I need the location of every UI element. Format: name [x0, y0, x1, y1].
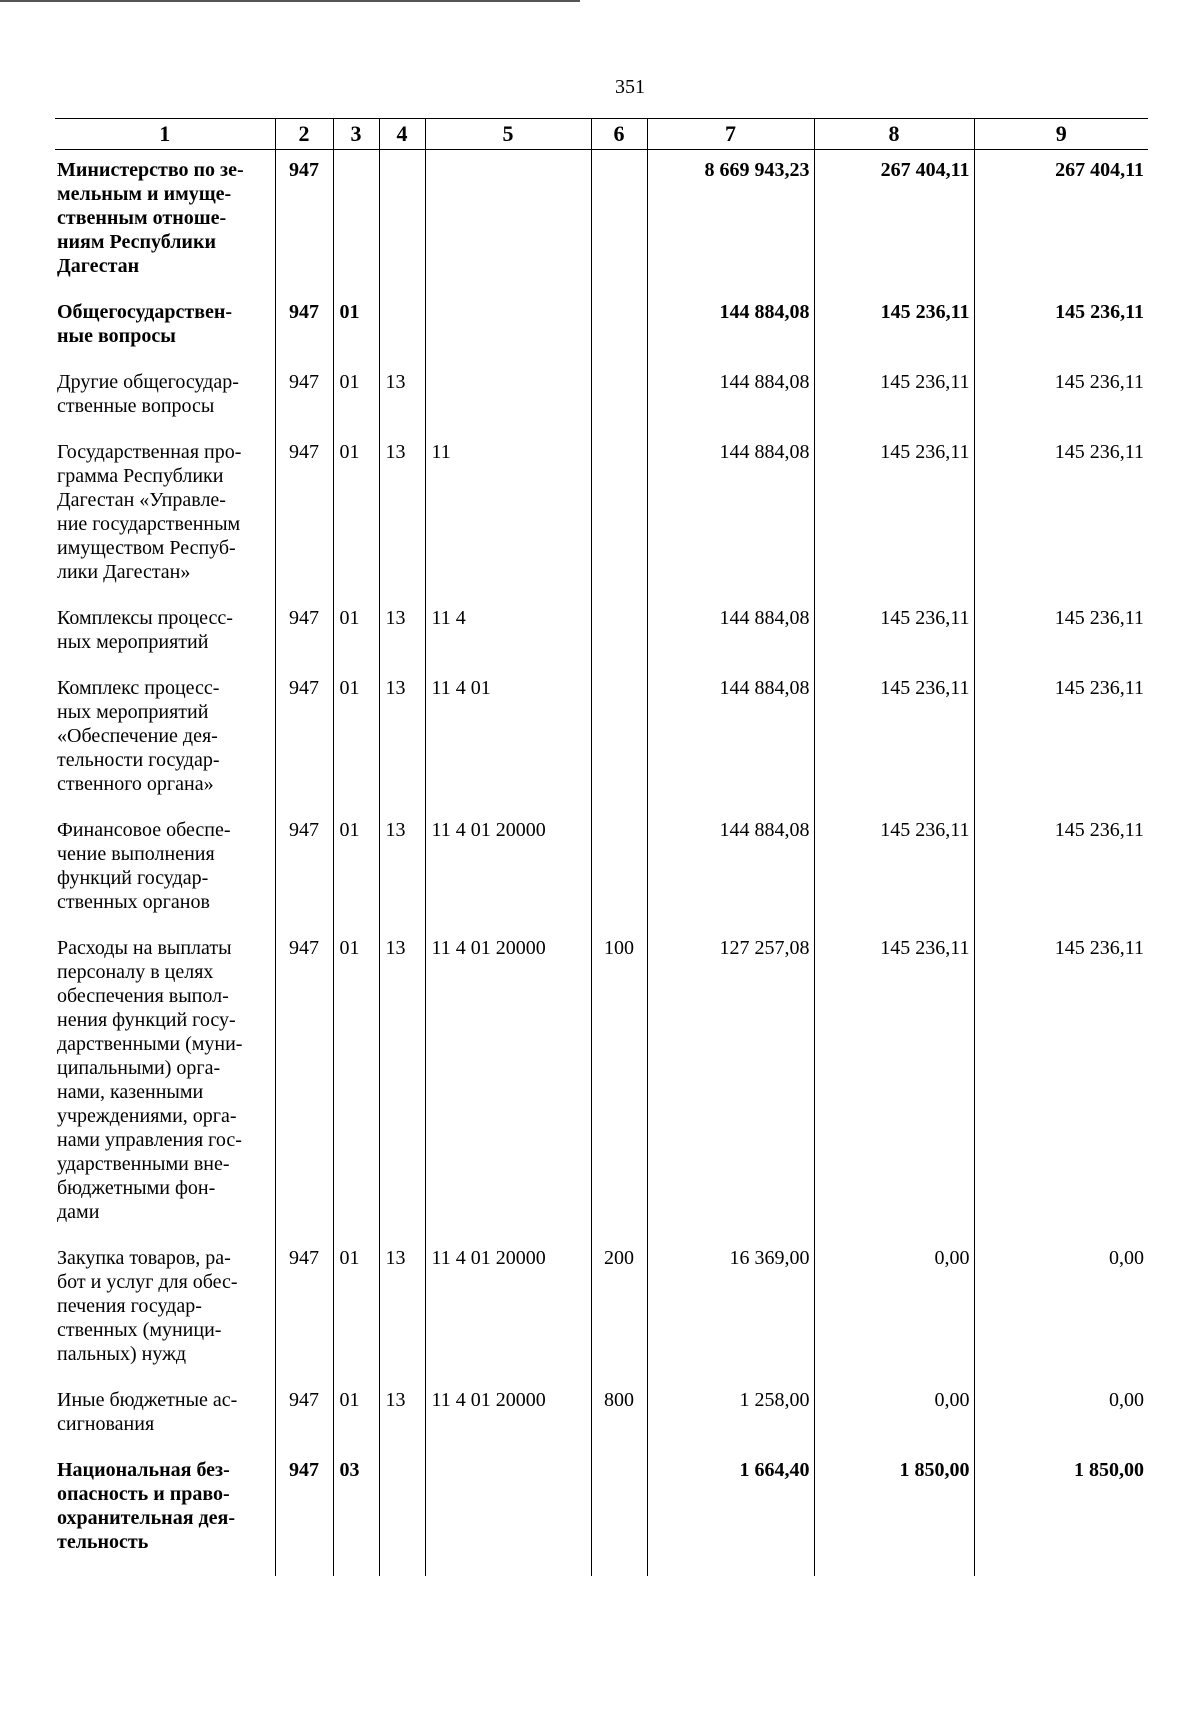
table-row [55, 928, 1148, 1238]
cell-expense-type [591, 810, 647, 928]
cell-amount-col9: 145 236,11 [974, 292, 1148, 362]
cell-target-article: 11 [425, 432, 591, 598]
cell-amount-col8: 145 236,11 [814, 598, 974, 668]
cell-amount-col7: 8 669 943,23 [647, 150, 814, 293]
cell-section: 01 [333, 1380, 379, 1450]
item-name-line: лики Дагестан» [57, 561, 191, 583]
cell-item-name [55, 432, 275, 598]
cell-amount-col9: 145 236,11 [974, 432, 1148, 598]
table-row [55, 1380, 1148, 1450]
cell-section [333, 150, 379, 293]
item-name-line: Министерство по зе- [57, 159, 244, 181]
cell-subsection: 13 [379, 362, 425, 432]
cell-target-article: 11 4 01 20000 [425, 1380, 591, 1450]
table-header [55, 119, 1148, 150]
item-name-line: ственных органов [57, 891, 210, 913]
cell-item-name [55, 928, 275, 1238]
item-name-line: грамма Республики [57, 465, 224, 487]
cell-item-name [55, 598, 275, 668]
cell-amount-col8: 145 236,11 [814, 362, 974, 432]
table-row [55, 362, 1148, 432]
cell-amount-col8: 145 236,11 [814, 810, 974, 928]
item-name-line: Финансовое обеспе- [57, 819, 231, 841]
cell-amount-col9: 145 236,11 [974, 598, 1148, 668]
cell-section: 01 [333, 810, 379, 928]
cell-expense-type [591, 150, 647, 293]
cell-amount-col7: 144 884,08 [647, 668, 814, 810]
cell-target-article: 11 4 [425, 598, 591, 668]
cell-section: 01 [333, 362, 379, 432]
item-name-line: Национальная без- [57, 1459, 230, 1481]
cell-expense-type: 200 [591, 1238, 647, 1380]
cell-item-name [55, 1380, 275, 1450]
cell-ministry-code: 947 [275, 150, 333, 293]
item-name-line: ципальными) орга- [57, 1057, 221, 1079]
cell-amount-col7: 144 884,08 [647, 292, 814, 362]
cell-amount-col7: 144 884,08 [647, 432, 814, 598]
cell-item-name [55, 668, 275, 810]
cell-amount-col9: 145 236,11 [974, 928, 1148, 1238]
cell-amount-col8: 1 850,00 [814, 1450, 974, 1576]
item-name-line: охранительная дея- [57, 1507, 235, 1529]
item-name-line: «Обеспечение дея- [57, 725, 218, 747]
cell-section: 01 [333, 1238, 379, 1380]
cell-amount-col7: 1 664,40 [647, 1450, 814, 1576]
cell-subsection: 13 [379, 928, 425, 1238]
cell-expense-type: 100 [591, 928, 647, 1238]
item-name-line: ственным отноше- [57, 207, 227, 229]
cell-amount-col9: 145 236,11 [974, 810, 1148, 928]
item-name-line: Комплекс процесс- [57, 677, 220, 699]
cell-amount-col9: 267 404,11 [974, 150, 1148, 293]
budget-table-container [55, 118, 1148, 1553]
cell-subsection [379, 1450, 425, 1576]
cell-amount-col7: 127 257,08 [647, 928, 814, 1238]
table-row [55, 432, 1148, 598]
cell-amount-col9: 0,00 [974, 1380, 1148, 1450]
cell-ministry-code: 947 [275, 668, 333, 810]
item-name-line: тельности государ- [57, 749, 220, 771]
cell-amount-col8: 145 236,11 [814, 928, 974, 1238]
table-row [55, 810, 1148, 928]
item-name-line: Государственная про- [57, 441, 242, 463]
cell-amount-col8: 267 404,11 [814, 150, 974, 293]
cell-section: 01 [333, 432, 379, 598]
column-header-1: 1 [55, 119, 275, 150]
cell-target-article: 11 4 01 [425, 668, 591, 810]
cell-target-article: 11 4 01 20000 [425, 810, 591, 928]
cell-amount-col8: 145 236,11 [814, 432, 974, 598]
item-name-line: мельным и имуще- [57, 183, 232, 205]
column-header-2: 2 [275, 119, 333, 150]
cell-subsection: 13 [379, 1380, 425, 1450]
column-header-4: 4 [379, 119, 425, 150]
column-header-3: 3 [333, 119, 379, 150]
cell-target-article [425, 1450, 591, 1576]
table-row [55, 150, 1148, 293]
item-name-line: печения государ- [57, 1295, 202, 1317]
cell-amount-col9: 1 850,00 [974, 1450, 1148, 1576]
cell-section: 01 [333, 668, 379, 810]
item-name-line: ственного органа» [57, 773, 214, 795]
cell-subsection: 13 [379, 598, 425, 668]
header-row [55, 119, 1148, 150]
table-body [55, 150, 1148, 1577]
budget-table [55, 118, 1148, 1576]
cell-ministry-code: 947 [275, 1238, 333, 1380]
cell-item-name [55, 810, 275, 928]
cell-ministry-code: 947 [275, 1380, 333, 1450]
cell-target-article [425, 362, 591, 432]
cell-ministry-code: 947 [275, 1450, 333, 1576]
item-name-line: бюджетными фон- [57, 1177, 216, 1199]
item-name-line: ственные вопросы [57, 395, 215, 417]
item-name-line: сигнования [57, 1413, 155, 1435]
item-name-line: нами, казенными [57, 1081, 204, 1103]
page-number: 351 [615, 76, 645, 98]
cell-expense-type [591, 1450, 647, 1576]
cell-target-article [425, 150, 591, 293]
cell-amount-col8: 145 236,11 [814, 292, 974, 362]
item-name-line: ние государственным [57, 513, 241, 535]
item-name-line: Дагестан [57, 255, 140, 277]
cell-amount-col9: 145 236,11 [974, 362, 1148, 432]
cell-subsection: 13 [379, 810, 425, 928]
cell-amount-col8: 145 236,11 [814, 668, 974, 810]
cell-subsection [379, 292, 425, 362]
cell-subsection [379, 150, 425, 293]
column-header-6: 6 [591, 119, 647, 150]
cell-subsection: 13 [379, 432, 425, 598]
cell-ministry-code: 947 [275, 432, 333, 598]
cell-target-article: 11 4 01 20000 [425, 1238, 591, 1380]
table-row [55, 1450, 1148, 1576]
cell-subsection: 13 [379, 668, 425, 810]
cell-amount-col9: 0,00 [974, 1238, 1148, 1380]
cell-amount-col7: 144 884,08 [647, 810, 814, 928]
cell-expense-type [591, 668, 647, 810]
cell-amount-col7: 1 258,00 [647, 1380, 814, 1450]
item-name-line: ниям Республики [57, 231, 216, 253]
item-name-line: дами [57, 1201, 100, 1223]
scan-edge-line [0, 0, 580, 2]
table-row [55, 292, 1148, 362]
cell-amount-col7: 144 884,08 [647, 362, 814, 432]
cell-amount-col8: 0,00 [814, 1380, 974, 1450]
column-header-7: 7 [647, 119, 814, 150]
cell-expense-type: 800 [591, 1380, 647, 1450]
cell-expense-type [591, 292, 647, 362]
cell-expense-type [591, 362, 647, 432]
column-header-8: 8 [814, 119, 974, 150]
cell-ministry-code: 947 [275, 810, 333, 928]
cell-item-name [55, 362, 275, 432]
cell-amount-col7: 16 369,00 [647, 1238, 814, 1380]
item-name-line: нами управления гос- [57, 1129, 242, 1151]
item-name-line: ные вопросы [57, 325, 176, 347]
cell-section: 01 [333, 598, 379, 668]
item-name-line: пальных) нужд [57, 1343, 187, 1365]
item-name-line: нения функций госу- [57, 1009, 236, 1031]
table-row [55, 598, 1148, 668]
item-name-line: Расходы на выплаты [57, 937, 232, 959]
item-name-line: Дагестан «Управле- [57, 489, 226, 511]
cell-section: 01 [333, 928, 379, 1238]
cell-target-article [425, 292, 591, 362]
cell-section: 01 [333, 292, 379, 362]
cell-amount-col7: 144 884,08 [647, 598, 814, 668]
item-name-line: ственных (муници- [57, 1319, 222, 1341]
item-name-line: дарственными (муни- [57, 1033, 243, 1055]
item-name-line: Общегосударствен- [57, 301, 233, 323]
cell-section: 03 [333, 1450, 379, 1576]
column-header-9: 9 [974, 119, 1148, 150]
cell-item-name [55, 1450, 275, 1576]
cell-expense-type [591, 598, 647, 668]
item-name-line: учреждениями, орга- [57, 1105, 237, 1127]
item-name-line: ных мероприятий [57, 701, 209, 723]
cell-target-article: 11 4 01 20000 [425, 928, 591, 1238]
item-name-line: персоналу в целях [57, 961, 214, 983]
item-name-line: Комплексы процесс- [57, 607, 233, 629]
cell-ministry-code: 947 [275, 362, 333, 432]
item-name-line: обеспечения выпол- [57, 985, 229, 1007]
item-name-line: Закупка товаров, ра- [57, 1247, 231, 1269]
table-row [55, 668, 1148, 810]
cell-expense-type [591, 432, 647, 598]
cell-item-name [55, 150, 275, 293]
item-name-line: бот и услуг для обес- [57, 1271, 238, 1293]
item-name-line: Иные бюджетные ас- [57, 1389, 238, 1411]
item-name-line: тельность [57, 1531, 149, 1553]
item-name-line: ных мероприятий [57, 631, 209, 653]
cell-ministry-code: 947 [275, 928, 333, 1238]
item-name-line: функций государ- [57, 867, 209, 889]
item-name-line: имуществом Респуб- [57, 537, 236, 559]
cell-amount-col8: 0,00 [814, 1238, 974, 1380]
item-name-line: чение выполнения [57, 843, 215, 865]
cell-subsection: 13 [379, 1238, 425, 1380]
item-name-line: Другие общегосудар- [57, 371, 239, 393]
item-name-line: ударственными вне- [57, 1153, 230, 1175]
cell-ministry-code: 947 [275, 292, 333, 362]
cell-item-name [55, 292, 275, 362]
cell-amount-col9: 145 236,11 [974, 668, 1148, 810]
cell-item-name [55, 1238, 275, 1380]
cell-ministry-code: 947 [275, 598, 333, 668]
column-header-5: 5 [425, 119, 591, 150]
table-row [55, 1238, 1148, 1380]
item-name-line: опасность и право- [57, 1483, 230, 1505]
